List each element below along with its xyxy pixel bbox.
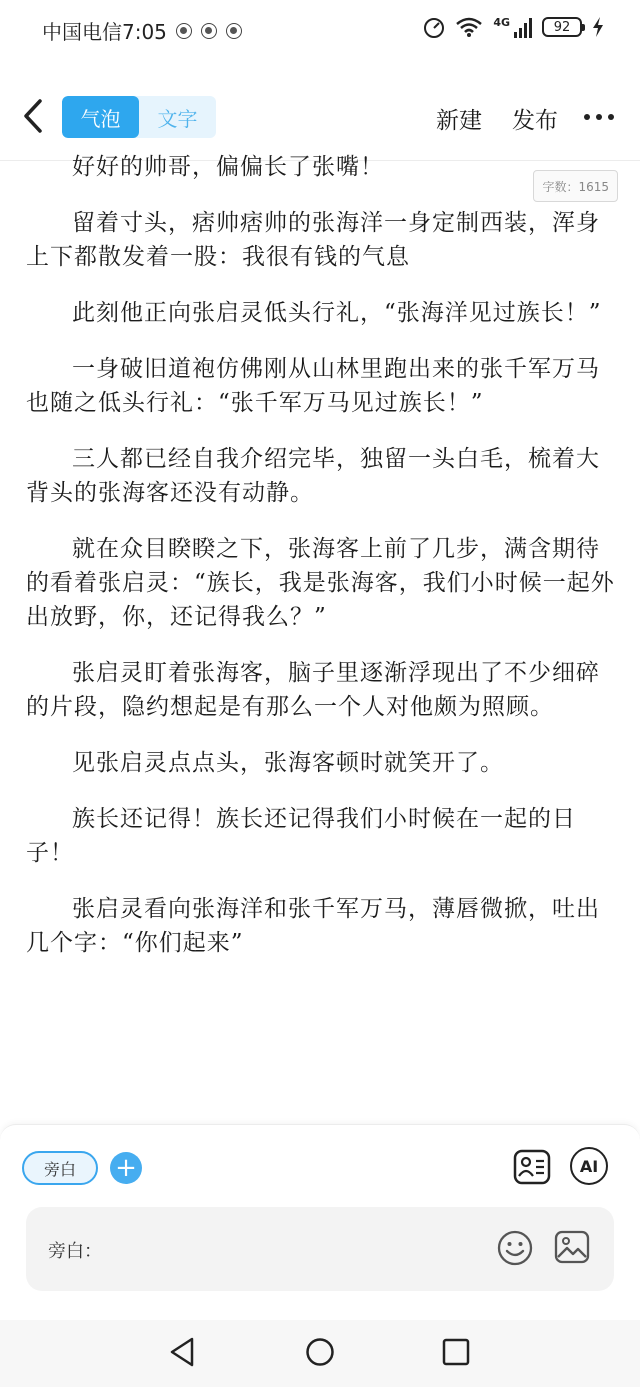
network-type: 4G [493, 16, 510, 29]
article-body[interactable] [26, 150, 616, 1125]
image-icon[interactable] [554, 1229, 590, 1265]
paragraph: 好好的帅哥，偏偏长了张嘴！ [72, 154, 384, 180]
system-nav-bar [0, 1320, 640, 1387]
charging-bolt-icon [592, 16, 604, 38]
notification-icon [176, 23, 192, 39]
cell-signal-icon [493, 16, 532, 38]
nav-back-icon[interactable] [168, 1336, 198, 1368]
paragraph: 族长还记得！族长还记得我们小时候在一起的日子！ [26, 806, 576, 866]
paragraph: 留着寸头，痞帅痞帅的张海洋一身定制西装，浑身上下都散发着一股：我很有钱的气息 [26, 210, 600, 270]
paragraph: 张启灵盯着张海客，脑子里逐渐浮现出了不少细碎的片段，隐约想起是有那么一个人对他颇为照顾。 [26, 660, 600, 720]
message-input[interactable] [26, 1207, 614, 1291]
contact-card-icon[interactable] [512, 1147, 552, 1187]
tab-text[interactable]: 文字 [157, 106, 198, 131]
ai-button[interactable]: AI [570, 1147, 608, 1185]
input-prefix: 旁白： [48, 1241, 102, 1262]
battery-level: 92 [553, 19, 571, 35]
status-bar [0, 0, 640, 60]
paragraph: 就在众目睽睽之下，张海客上前了几步，满含期待的看着张启灵：“族长，我是张海客，我们小时候一起外出放野，你，还记得我么？” [26, 536, 615, 630]
emoji-icon[interactable] [496, 1229, 534, 1267]
role-chip-narrator[interactable]: 旁白 [22, 1151, 98, 1185]
paragraph: 见张启灵点点头，张海客顿时就笑开了。 [72, 750, 504, 776]
new-button[interactable]: 新建 [436, 108, 482, 134]
speedometer-icon [423, 16, 445, 38]
paragraph: 此刻他正向张启灵低头行礼，“张海洋见过族长！” [72, 300, 602, 326]
composer-panel [0, 1124, 640, 1321]
paragraph: 张启灵看向张海洋和张千军万马，薄唇微掀，吐出几个字：“你们起来” [26, 896, 600, 956]
notification-icon [226, 23, 242, 39]
status-left [42, 16, 242, 45]
status-right [413, 16, 604, 38]
word-count-badge: 字数：1615 [533, 170, 618, 202]
mode-toggle [62, 96, 216, 138]
more-options-icon[interactable] [584, 104, 614, 130]
paragraph: 一身破旧道袍仿佛刚从山林里跑出来的张千军万马也随之低头行礼：“张千军万马见过族长！” [26, 356, 600, 416]
tab-bubble[interactable]: 气泡 [62, 96, 139, 138]
back-arrow-icon[interactable] [16, 96, 52, 136]
nav-recent-apps-icon[interactable] [442, 1338, 470, 1366]
nav-home-icon[interactable] [305, 1337, 335, 1367]
publish-button[interactable]: 发布 [512, 108, 558, 134]
add-role-button[interactable]: + [110, 1152, 142, 1184]
header [0, 84, 640, 150]
notification-icon [201, 23, 217, 39]
wifi-icon [455, 16, 483, 38]
battery-icon [542, 17, 582, 37]
paragraph: 三人都已经自我介绍完毕，独留一头白毛，梳着大背头的张海客还没有动静。 [26, 446, 600, 506]
carrier-time: 中国电信7:05 [42, 20, 167, 44]
